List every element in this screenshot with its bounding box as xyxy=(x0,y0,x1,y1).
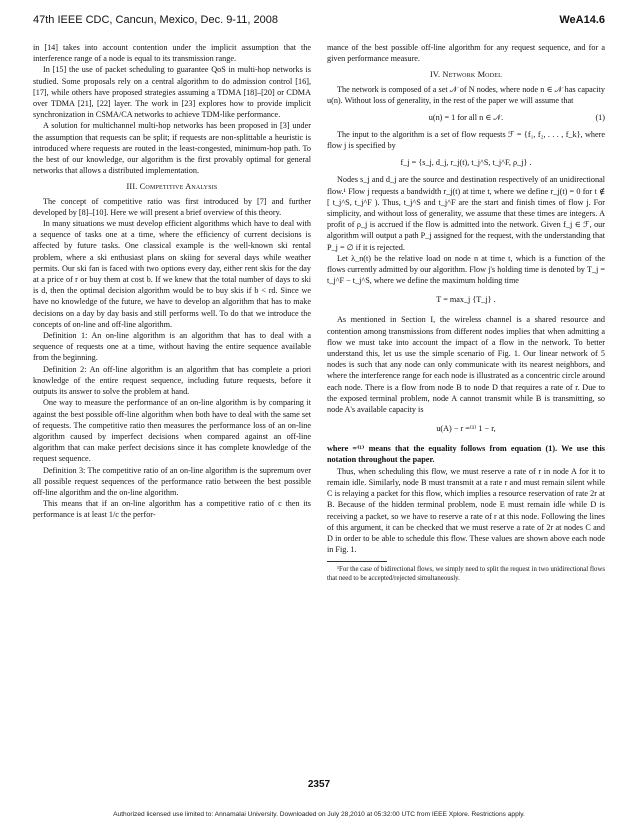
section-title: IV. Network Model xyxy=(430,70,502,80)
paragraph: In many situations we must develop efficient algorithms which have to deal with a sequence of tasks one at a time, where the efficiency of current decisions is affected by future tasks. One classical example is the well-known ski rental problem, where a ski enthusiast plans on skiing for several days while weather permits. Our ski fan is faced with two options every day, either rent skis for the day at a price of r or buy them at cost b. If we knew that the total number of days to ski is d, then the optimal decision algorithm would be to buy skis if b < rd. Since we have no knowledge of the future, we have to develop an algorithm that has to make decisions on a day by day basis and still performs well. To do that we introduce the concepts of on-line and off-line algorithm. xyxy=(33,219,311,329)
equation-1 xyxy=(327,110,605,125)
paragraph: As mentioned in Section I, the wireless channel is a shared resource and contention among transmissions from different nodes implies that when admitting a flow we must take into account the impact of a flow in the network. To better understand this, let us use the simple scenario of Fig. 1. Our linear network of 5 nodes is such that any node can only communicate with its nearest neighbors, and where the interference range for each node is illustrated as a concentric circle around each node. There is a flow from node B to node D that requires a rate of r. Due to the exposed terminal problem, node A cannot transmit while B is transmitting, so node A's available capacity is xyxy=(327,315,606,415)
left-column xyxy=(33,42,311,521)
paragraph: Nodes s_j and d_j are the source and destination respectively of an unidirectional flow.¹ Flow j requests a bandwidth r_j(t) at time t, where we define r_j(t) = 0 for t ∉ [ t_j^S, t_j^F ). Thus, t_j^S and t_j^F are the start and finish times of flow j. For simplicity, and without loss of generality, we assume that these times are integers. A profit of ρ_j is accrued if the flow is admitted into the network. Given f_j ∈ ℱ, our algorithm will output a path P_j assigned for the request, with the understanding that P_j = ∅ if it is rejected. xyxy=(327,175,605,252)
paragraph: In [15] the use of packet scheduling to guarantee QoS in multi-hop networks is studied. Some proposals rely on a central algorithm to do admission control [16], [17], while others have proposed strategies assuming a TDMA [18]–[20] or CDMA over TDMA [21], [22] layer. The work in [23] explores how to provide implicit synchronization in CSMA/CA networks to achieve TDM-like performance. xyxy=(33,65,311,120)
paragraph: mance of the best possible off-line algorithm for any request sequence, and for a given performance measure. xyxy=(327,43,605,64)
equation-body: T = max_j {T_j} . xyxy=(436,295,496,305)
bold-note: where =⁽¹⁾ means that the equality follows from equation (1). We use this notation throughout the paper. xyxy=(327,444,605,465)
right-column xyxy=(327,42,605,583)
section-title: III. Competitive Analysis xyxy=(126,182,218,192)
equation-flow-spec xyxy=(327,155,605,170)
definition-3: Definition 3: The competitive ratio of an on-line algorithm is the supremum over all possible request sequences of the performance ratio between the best possible off-line algorithm and the on-line algorithm. xyxy=(33,465,311,497)
paragraph: A solution for multichannel multi-hop networks has been proposed in [3] under the assumption that requests can be split; if requests are non-splittable a heuristic is introduced where requests are routed in the least-congested, minimum-hop path. To the best of our knowledge, our algorithm is the first provably optimal for general networks that allows a distributed implementation. xyxy=(33,121,311,176)
paragraph: The input to the algorithm is a set of flow requests ℱ = {f₁, f₂, . . . , f_k}, where flow j is specified by xyxy=(327,130,605,151)
paragraph: The network is composed of a set 𝒩 of N nodes, where node n ∈ 𝒩 has capacity u(n). Without loss of generality, in the rest of the paper we will assume that xyxy=(327,84,605,105)
equation-body: f_j = {s_j, d_j, r_j(t), t_j^S, t_j^F, ρ_j} . xyxy=(400,158,532,168)
paragraph: This means that if an on-line algorithm has a competitive ratio of c then its performance is at least 1/c the perfor- xyxy=(33,499,311,520)
paragraph: Let λ_n(t) be the relative load on node n at time t, which is a function of the flows currently admitted by our algorithm. Flow j's holding time is denoted by T_j = t_j^F − t_j^S, where we define the maximum holding time xyxy=(327,253,605,286)
paragraph: in [14] takes into account contention under the implicit assumption that the interference range of a node is equal to its transmission range. xyxy=(33,43,311,64)
footnote: ¹For the case of bidirectional flows, we simply need to split the request in two unidirectional flows that need to be accepted/rejected simultaneously. xyxy=(327,566,606,583)
paragraph: Thus, when scheduling this flow, we must reserve a rate of r in node A for it to remain idle. Similarly, node B must transmit at a rate r and must remain silent while C is relaying a packet for this flow, which implies a resource reservation of rate 2r at B. Because of the hidden terminal problem, node E must remain idle while D is receiving a packet, so we have to reserve a rate of r at this node. Following the lines of this argument, it can be checked that we must reserve a rate of 2r at nodes C and D in order to be able to schedule this flow. These values are shown above each node in Fig. 1. xyxy=(327,466,605,555)
paragraph: The concept of competitive ratio was first introduced by [7] and further developed by [8]–[10]. Here we will present a brief overview of this theory. xyxy=(33,196,311,217)
equation-number: (1) xyxy=(595,113,605,123)
definition-1: Definition 1: An on-line algorithm is an algorithm that has to deal with a sequence of requests one at a time, without having the entire sequence available from the beginning. xyxy=(33,331,311,363)
session-code: WeA14.6 xyxy=(559,14,605,26)
equation-available-capacity xyxy=(327,419,605,439)
page-number: 2357 xyxy=(307,779,331,790)
license-footer: Authorized licensed use limited to: Annamalai University. Downloaded on July 28,2010 at 05:32:00 UTC from IEEE Xplore. Restrictions apply. xyxy=(113,811,525,818)
footnote-rule xyxy=(327,561,387,562)
conference-header: 47th IEEE CDC, Cancun, Mexico, Dec. 9-11, 2008 xyxy=(33,14,278,26)
definition-2: Definition 2: An off-line algorithm is an algorithm that has complete a priori knowledge of the entire request sequence, including future requests, before it outputs its answer to solve the problem at hand. xyxy=(33,364,311,397)
equation-body: u(n) = 1 for all n ∈ 𝒩. xyxy=(428,113,504,123)
paragraph: One way to measure the performance of an on-line algorithm is by comparing it against the best possible off-line algorithm when both have to deal with the same set of requests. The competitive ratio then measures the performance loss of an on-line algorithm caused by imperfect decisions when compared against an off-line algorithm that can make perfect decisions since it has complete knowledge of the request sequence. xyxy=(33,398,311,464)
equation-max-holding-time xyxy=(327,290,605,310)
equation-body: u(A) − r =⁽¹⁾ 1 − r, xyxy=(436,424,496,434)
